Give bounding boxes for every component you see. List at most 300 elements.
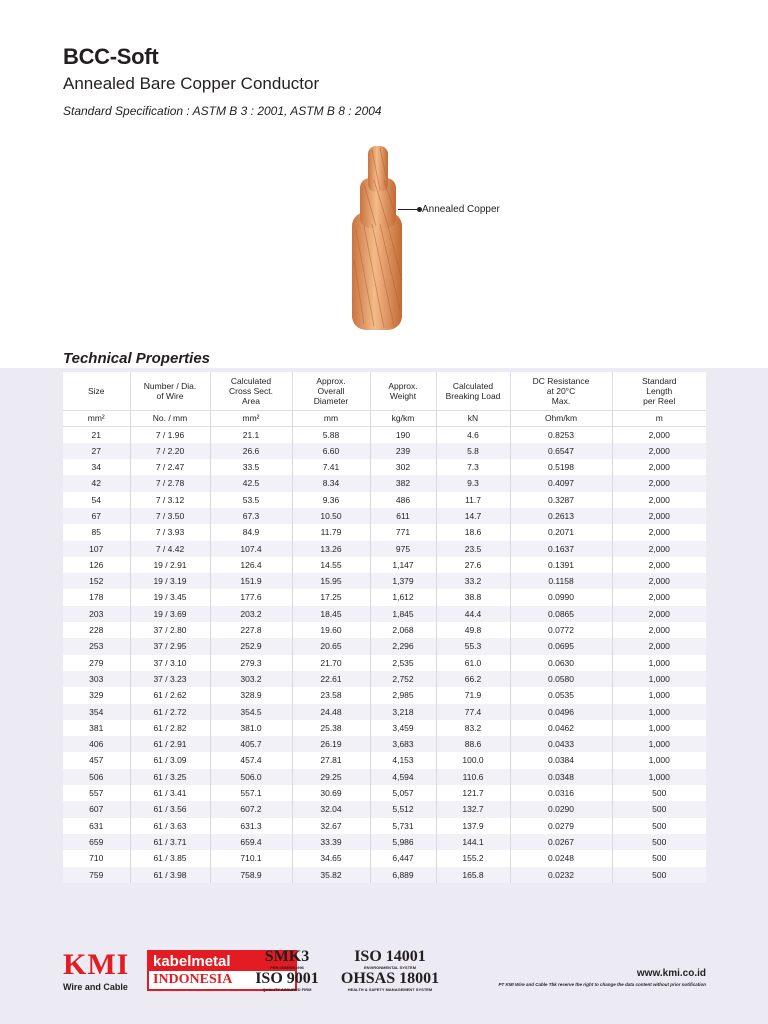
table-cell: 3,459 <box>370 720 436 736</box>
column-header-line: Number / Dia. <box>143 380 197 391</box>
table-cell: 0.1637 <box>510 541 612 557</box>
table-cell: 253 <box>63 638 130 654</box>
table-cell: 77.4 <box>436 704 510 720</box>
table-row <box>63 655 706 671</box>
table-row <box>63 785 706 801</box>
table-cell: 67.3 <box>210 508 292 524</box>
table-cell: 1,000 <box>612 736 706 752</box>
table-cell: 85 <box>63 524 130 540</box>
table-cell: 354.5 <box>210 704 292 720</box>
table-row <box>63 508 706 524</box>
table-cell: 710.1 <box>210 850 292 866</box>
table-cell: 0.2071 <box>510 524 612 540</box>
table-cell: 0.0384 <box>510 752 612 768</box>
table-cell: 279.3 <box>210 655 292 671</box>
table-row <box>63 834 706 850</box>
table-cell: 381 <box>63 720 130 736</box>
table-cell: 19 / 2.91 <box>130 557 210 573</box>
table-cell: 6.60 <box>292 443 370 459</box>
table-cell: 5.88 <box>292 426 370 443</box>
table-row <box>63 850 706 866</box>
table-cell: 7 / 2.78 <box>130 475 210 491</box>
column-header-line: Approx. <box>388 380 418 391</box>
page-subtitle: Annealed Bare Copper Conductor <box>63 74 320 93</box>
table-cell: 11.79 <box>292 524 370 540</box>
table-cell: 239 <box>370 443 436 459</box>
table-row <box>63 459 706 475</box>
table-cell: 29.25 <box>292 769 370 785</box>
indonesia-text: INDONESIA <box>149 971 295 989</box>
table-cell: 506 <box>63 769 130 785</box>
table-cell: 7 / 1.96 <box>130 426 210 443</box>
table-cell: 83.2 <box>436 720 510 736</box>
table-cell: 155.2 <box>436 850 510 866</box>
table-cell: 34.65 <box>292 850 370 866</box>
smk3-label: SMK3 <box>264 948 310 965</box>
table-cell: 203.2 <box>210 606 292 622</box>
table-cell: 7 / 4.42 <box>130 541 210 557</box>
table-cell: 0.0232 <box>510 867 612 883</box>
table-cell: 0.1158 <box>510 573 612 589</box>
table-row <box>63 671 706 687</box>
table-body <box>63 426 706 883</box>
table-cell: 6,447 <box>370 850 436 866</box>
column-header-line: at 20°C <box>546 385 576 396</box>
column-header-line: Calculated <box>230 375 272 386</box>
table-cell: 190 <box>370 426 436 443</box>
table-row <box>63 492 706 508</box>
table-cell: 37 / 3.23 <box>130 671 210 687</box>
table-cell: 252.9 <box>210 638 292 654</box>
table-cell: 0.0990 <box>510 589 612 605</box>
table-cell: 710 <box>63 850 130 866</box>
table-cell: 2,000 <box>612 459 706 475</box>
table-cell: 107 <box>63 541 130 557</box>
table-cell: 659.4 <box>210 834 292 850</box>
column-header-line: Diameter <box>313 395 349 406</box>
column-header <box>510 372 612 410</box>
table-cell: 0.0348 <box>510 769 612 785</box>
column-header-line: per Reel <box>643 395 676 406</box>
table-cell: 1,000 <box>612 720 706 736</box>
table-cell: 33.2 <box>436 573 510 589</box>
table-cell: 2,000 <box>612 589 706 605</box>
table-cell: 61 / 3.09 <box>130 752 210 768</box>
column-header-line: Breaking Load <box>445 390 501 401</box>
table-cell: 5.8 <box>436 443 510 459</box>
table-row <box>63 720 706 736</box>
table-cell: 0.0695 <box>510 638 612 654</box>
column-header-line: Standard <box>642 375 677 386</box>
table-cell: 0.2613 <box>510 508 612 524</box>
table-cell: 759 <box>63 867 130 883</box>
table-cell: 557.1 <box>210 785 292 801</box>
table-cell: 0.0433 <box>510 736 612 752</box>
column-header-line: Cross Sect. <box>229 385 273 396</box>
column-header-line: DC Resistance <box>532 375 590 386</box>
table-cell: 0.4097 <box>510 475 612 491</box>
column-header <box>370 372 436 410</box>
table-cell: 7 / 3.12 <box>130 492 210 508</box>
iso14001-label: ISO 14001 <box>354 948 426 965</box>
table-cell: 405.7 <box>210 736 292 752</box>
table-cell: 2,000 <box>612 622 706 638</box>
table-cell: 61 / 3.41 <box>130 785 210 801</box>
table-cell: 49.8 <box>436 622 510 638</box>
table-cell: 0.0772 <box>510 622 612 638</box>
column-unit: Ohm/km <box>510 410 612 426</box>
table-cell: 2,000 <box>612 492 706 508</box>
ohsas-label: OHSAS 18001 <box>340 970 440 987</box>
footer <box>63 948 706 992</box>
table-cell: 2,000 <box>612 573 706 589</box>
table-cell: 27 <box>63 443 130 459</box>
table-row <box>63 704 706 720</box>
column-header-line: Approx. <box>316 375 346 386</box>
table-cell: 32.04 <box>292 801 370 817</box>
table-cell: 88.6 <box>436 736 510 752</box>
table-cell: 66.2 <box>436 671 510 687</box>
table-row <box>63 557 706 573</box>
table-cell: 611 <box>370 508 436 524</box>
table-cell: 1,000 <box>612 655 706 671</box>
table-cell: 7 / 2.47 <box>130 459 210 475</box>
column-unit: m <box>612 410 706 426</box>
table-cell: 228 <box>63 622 130 638</box>
table-cell: 35.82 <box>292 867 370 883</box>
table-cell: 19 / 3.45 <box>130 589 210 605</box>
table-cell: 21.1 <box>210 426 292 443</box>
table-cell: 151.9 <box>210 573 292 589</box>
table-cell: 2,000 <box>612 606 706 622</box>
table-cell: 13.26 <box>292 541 370 557</box>
table-cell: 18.6 <box>436 524 510 540</box>
table-row <box>63 475 706 491</box>
table-cell: 37 / 2.80 <box>130 622 210 638</box>
table-cell: 1,147 <box>370 557 436 573</box>
technical-properties-table <box>63 372 706 883</box>
table-cell: 631.3 <box>210 818 292 834</box>
table-cell: 27.6 <box>436 557 510 573</box>
table-cell: 100.0 <box>436 752 510 768</box>
table-cell: 54 <box>63 492 130 508</box>
table-cell: 0.0267 <box>510 834 612 850</box>
annealed-copper-label: Annealed Copper <box>422 204 500 215</box>
column-header-line: Max. <box>551 395 571 406</box>
table-row <box>63 589 706 605</box>
table-cell: 7 / 2.20 <box>130 443 210 459</box>
table-row <box>63 769 706 785</box>
table-cell: 11.7 <box>436 492 510 508</box>
table-cell: 381.0 <box>210 720 292 736</box>
table-cell: 42.5 <box>210 475 292 491</box>
column-unit: mm² <box>210 410 292 426</box>
table-cell: 227.8 <box>210 622 292 638</box>
table-cell: 0.0496 <box>510 704 612 720</box>
table-row <box>63 687 706 703</box>
table-cell: 203 <box>63 606 130 622</box>
smk3-iso9001-cert <box>241 948 333 992</box>
table-cell: 2,000 <box>612 541 706 557</box>
table-cell: 1,612 <box>370 589 436 605</box>
table-cell: 1,379 <box>370 573 436 589</box>
table-cell: 1,000 <box>612 769 706 785</box>
table-cell: 20.65 <box>292 638 370 654</box>
table-cell: 61 / 3.56 <box>130 801 210 817</box>
table-cell: 2,535 <box>370 655 436 671</box>
table-cell: 26.19 <box>292 736 370 752</box>
kmi-logo-text: KMI <box>63 948 130 981</box>
table-header-row <box>63 372 706 410</box>
table-cell: 71.9 <box>436 687 510 703</box>
column-header <box>63 372 130 410</box>
table-cell: 1,000 <box>612 687 706 703</box>
table-cell: 110.6 <box>436 769 510 785</box>
table-cell: 0.0279 <box>510 818 612 834</box>
column-unit: No. / mm <box>130 410 210 426</box>
column-unit: mm² <box>63 410 130 426</box>
table-cell: 975 <box>370 541 436 557</box>
table-cell: 0.1391 <box>510 557 612 573</box>
table-cell: 4,153 <box>370 752 436 768</box>
table-cell: 14.55 <box>292 557 370 573</box>
column-header-line: Area <box>242 395 260 406</box>
table-cell: 61 / 2.82 <box>130 720 210 736</box>
table-cell: 4,594 <box>370 769 436 785</box>
table-cell: 0.5198 <box>510 459 612 475</box>
table-cell: 61 / 3.71 <box>130 834 210 850</box>
table-cell: 19 / 3.19 <box>130 573 210 589</box>
iso14001-ohsas-cert <box>335 948 445 992</box>
table-row <box>63 752 706 768</box>
table-cell: 0.3287 <box>510 492 612 508</box>
table-cell: 61 / 2.91 <box>130 736 210 752</box>
table-cell: 44.4 <box>436 606 510 622</box>
table-cell: 7.3 <box>436 459 510 475</box>
table-cell: 457 <box>63 752 130 768</box>
table-cell: 1,000 <box>612 704 706 720</box>
table-cell: 758.9 <box>210 867 292 883</box>
table-cell: 457.4 <box>210 752 292 768</box>
table-cell: 0.0290 <box>510 801 612 817</box>
column-header-line: Calculated <box>452 380 494 391</box>
table-cell: 7 / 3.50 <box>130 508 210 524</box>
table-cell: 5,986 <box>370 834 436 850</box>
section-title: Technical Properties <box>63 350 210 367</box>
table-cell: 61.0 <box>436 655 510 671</box>
table-cell: 500 <box>612 867 706 883</box>
table-cell: 121.7 <box>436 785 510 801</box>
table-cell: 500 <box>612 850 706 866</box>
table-cell: 53.5 <box>210 492 292 508</box>
column-header-line: Overall <box>317 385 345 396</box>
table-row <box>63 736 706 752</box>
table-cell: 42 <box>63 475 130 491</box>
table-cell: 3,683 <box>370 736 436 752</box>
table-cell: 178 <box>63 589 130 605</box>
table-cell: 18.45 <box>292 606 370 622</box>
copper-conductor-illustration <box>340 140 420 340</box>
table-cell: 500 <box>612 801 706 817</box>
table-cell: 67 <box>63 508 130 524</box>
iso9001-sub: QUALITY ASSURED FIRM <box>262 987 312 992</box>
table-cell: 37 / 2.95 <box>130 638 210 654</box>
table-cell: 0.0462 <box>510 720 612 736</box>
table-cell: 382 <box>370 475 436 491</box>
table-cell: 10.50 <box>292 508 370 524</box>
table-cell: 0.0316 <box>510 785 612 801</box>
standard-specification: Standard Specification : ASTM B 3 : 2001, ASTM B 8 : 2004 <box>63 104 382 118</box>
kmi-logo <box>63 950 141 992</box>
table-cell: 0.0248 <box>510 850 612 866</box>
table-cell: 0.0865 <box>510 606 612 622</box>
column-header <box>612 372 706 410</box>
table-cell: 506.0 <box>210 769 292 785</box>
iso14001-sub: ENVIRONMENTAL SYSTEM <box>363 965 417 970</box>
table-cell: 165.8 <box>436 867 510 883</box>
table-cell: 177.6 <box>210 589 292 605</box>
table-cell: 1,000 <box>612 752 706 768</box>
table-cell: 631 <box>63 818 130 834</box>
table-cell: 329 <box>63 687 130 703</box>
table-cell: 24.48 <box>292 704 370 720</box>
table-cell: 2,000 <box>612 524 706 540</box>
table-cell: 32.67 <box>292 818 370 834</box>
table-cell: 152 <box>63 573 130 589</box>
table-cell: 2,000 <box>612 638 706 654</box>
table-row <box>63 801 706 817</box>
iso9001-label: ISO 9001 <box>255 970 319 987</box>
table-cell: 2,985 <box>370 687 436 703</box>
table-cell: 61 / 3.85 <box>130 850 210 866</box>
page-title: BCC-Soft <box>63 44 159 69</box>
table-cell: 38.8 <box>436 589 510 605</box>
table-cell: 302 <box>370 459 436 475</box>
table-cell: 107.4 <box>210 541 292 557</box>
table-cell: 144.1 <box>436 834 510 850</box>
table-cell: 23.58 <box>292 687 370 703</box>
table-cell: 303.2 <box>210 671 292 687</box>
table-cell: 279 <box>63 655 130 671</box>
column-unit: mm <box>292 410 370 426</box>
table-cell: 0.8253 <box>510 426 612 443</box>
table-cell: 607 <box>63 801 130 817</box>
table-cell: 557 <box>63 785 130 801</box>
table-cell: 126 <box>63 557 130 573</box>
table-cell: 0.0535 <box>510 687 612 703</box>
column-unit: kN <box>436 410 510 426</box>
table-cell: 61 / 3.25 <box>130 769 210 785</box>
table-cell: 2,000 <box>612 557 706 573</box>
table-cell: 328.9 <box>210 687 292 703</box>
table-cell: 61 / 2.72 <box>130 704 210 720</box>
table-row <box>63 867 706 883</box>
table-cell: 3,218 <box>370 704 436 720</box>
table-cell: 27.81 <box>292 752 370 768</box>
table-cell: 26.6 <box>210 443 292 459</box>
table-cell: 500 <box>612 785 706 801</box>
table-cell: 1,845 <box>370 606 436 622</box>
table-row <box>63 426 706 443</box>
website-link[interactable]: www.kmi.co.id <box>636 968 706 979</box>
table-cell: 7.41 <box>292 459 370 475</box>
kmi-tagline: Wire and Cable <box>63 982 128 992</box>
table-cell: 33.5 <box>210 459 292 475</box>
table-cell: 2,000 <box>612 475 706 491</box>
table-cell: 61 / 3.63 <box>130 818 210 834</box>
table-cell: 9.36 <box>292 492 370 508</box>
table-cell: 354 <box>63 704 130 720</box>
table-cell: 7 / 3.93 <box>130 524 210 540</box>
table-cell: 5,731 <box>370 818 436 834</box>
table-row <box>63 638 706 654</box>
table-cell: 1,000 <box>612 671 706 687</box>
table-cell: 2,752 <box>370 671 436 687</box>
column-header <box>130 372 210 410</box>
column-header <box>210 372 292 410</box>
table-cell: 84.9 <box>210 524 292 540</box>
column-unit: kg/km <box>370 410 436 426</box>
table-cell: 22.61 <box>292 671 370 687</box>
table-cell: 0.6547 <box>510 443 612 459</box>
table-cell: 9.3 <box>436 475 510 491</box>
table-cell: 34 <box>63 459 130 475</box>
kabelmetal-text: kabelmetal <box>149 952 295 971</box>
table-cell: 14.7 <box>436 508 510 524</box>
table-row <box>63 606 706 622</box>
table-cell: 132.7 <box>436 801 510 817</box>
table-units-row <box>63 410 706 426</box>
table-cell: 771 <box>370 524 436 540</box>
table-row <box>63 524 706 540</box>
table-cell: 17.25 <box>292 589 370 605</box>
table-cell: 5,512 <box>370 801 436 817</box>
table-cell: 5,057 <box>370 785 436 801</box>
table-cell: 126.4 <box>210 557 292 573</box>
table-cell: 500 <box>612 834 706 850</box>
table-cell: 6,889 <box>370 867 436 883</box>
table-cell: 33.39 <box>292 834 370 850</box>
table-cell: 500 <box>612 818 706 834</box>
table-cell: 4.6 <box>436 426 510 443</box>
column-header-line: Length <box>646 385 673 396</box>
table-cell: 303 <box>63 671 130 687</box>
table-cell: 0.0630 <box>510 655 612 671</box>
table-cell: 486 <box>370 492 436 508</box>
table-cell: 0.0580 <box>510 671 612 687</box>
table-row <box>63 818 706 834</box>
disclaimer: PT KMI Wire and Cable Tbk reserve the right to change the data content without prior notification <box>498 982 706 987</box>
table-cell: 2,068 <box>370 622 436 638</box>
table-cell: 21 <box>63 426 130 443</box>
table-cell: 23.5 <box>436 541 510 557</box>
table-row <box>63 622 706 638</box>
table-cell: 25.38 <box>292 720 370 736</box>
table-cell: 659 <box>63 834 130 850</box>
column-header-line: Size <box>87 385 105 396</box>
table-cell: 2,000 <box>612 508 706 524</box>
table-row <box>63 541 706 557</box>
table-cell: 406 <box>63 736 130 752</box>
column-header-line: of Wire <box>156 390 184 401</box>
table-cell: 2,000 <box>612 443 706 459</box>
ohsas-sub: HEALTH & SAFETY MANAGEMENT SYSTEM <box>347 987 433 992</box>
column-header <box>292 372 370 410</box>
table-row <box>63 573 706 589</box>
table-cell: 55.3 <box>436 638 510 654</box>
table-cell: 61 / 3.98 <box>130 867 210 883</box>
table-cell: 37 / 3.10 <box>130 655 210 671</box>
